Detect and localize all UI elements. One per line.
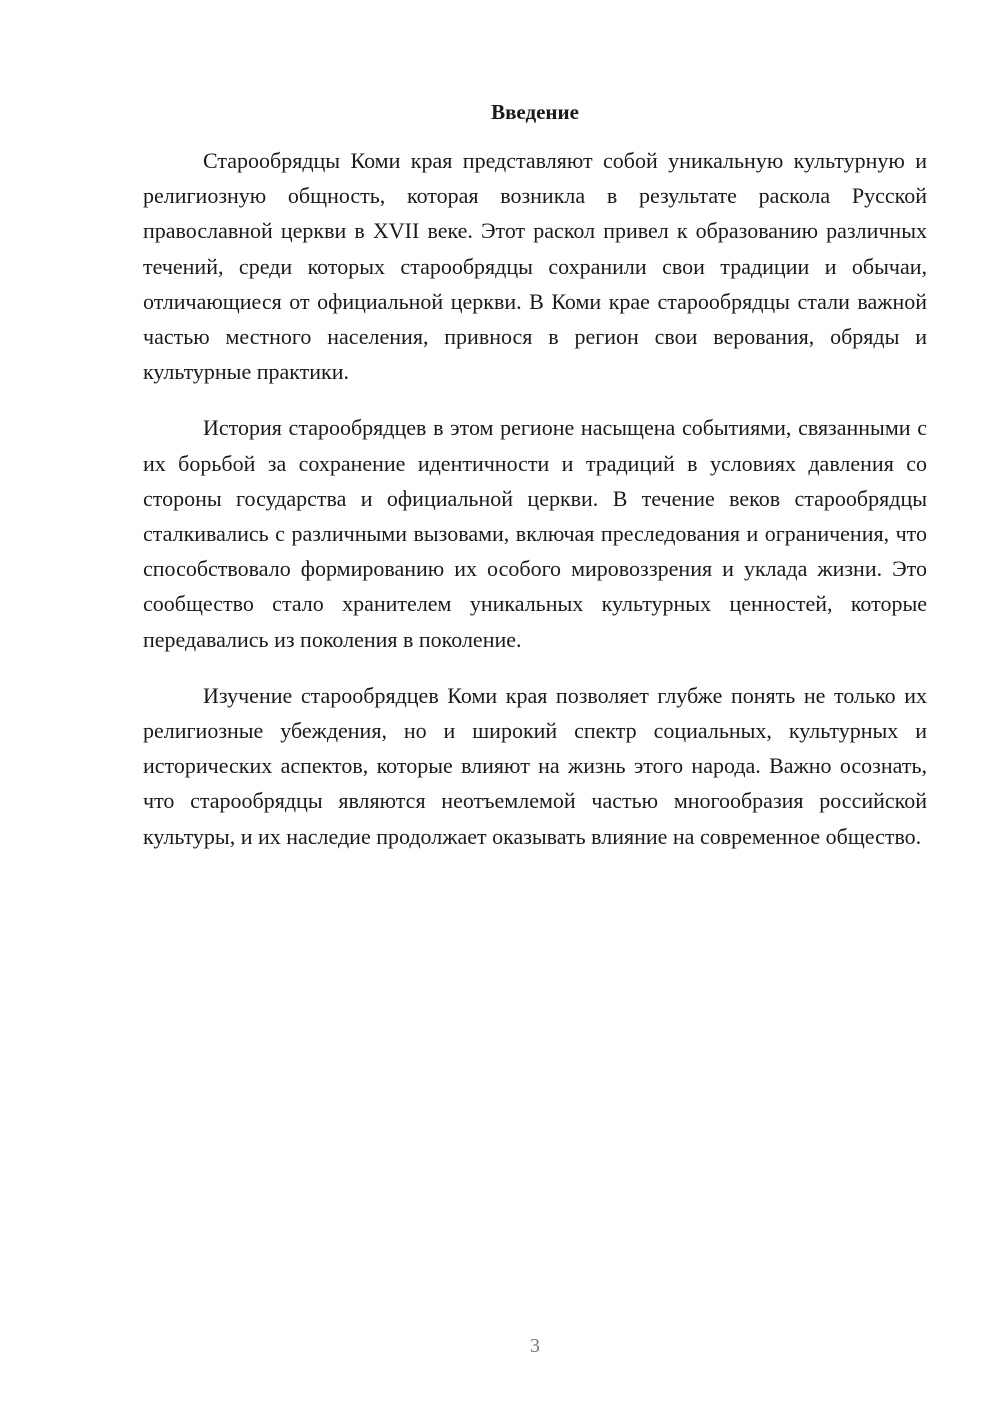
page-title: Введение bbox=[491, 100, 579, 124]
body-text bbox=[143, 143, 927, 875]
paragraph-3: Изучение старообрядцев Коми края позволяет глубже понять не только их религиозные убеждения, но и широкий спектр социальных, культурных и исторических аспектов, которые влияют на жизнь этого народа. Важно осознать, что старообрядцы являются неотъемлемой частью многообразия российской культуры, и их наследие продолжает оказывать влияние на современное общество. bbox=[143, 682, 927, 849]
page-number: 3 bbox=[530, 1335, 540, 1357]
paragraph-2: История старообрядцев в этом регионе насыщена событиями, связанными с их борьбой за сохранение идентичности и традиций в условиях давления со стороны государства и официальной церкви. В течение веков старообрядцы сталкивались с различными вызовами, включая преследования и ограничения, что способствовало формированию их особого мировоззрения и уклада жизни. Это сообщество стало хранителем уникальных культурных ценностей, которые передавались из поколения в поколение. bbox=[143, 415, 927, 652]
paragraph-1: Старообрядцы Коми края представляют собой уникальную культурную и религиозную общность, которая возникла в результате раскола Русской православной церкви в XVII веке. Этот раскол привел к образованию различных течений, среди которых старообрядцы сохранили свои традиции и обычаи, отличающиеся от официальной церкви. В Коми крае старообрядцы стали важной частью местного населения, привнося в регион свои верования, обряды и культурные практики. bbox=[143, 148, 927, 385]
